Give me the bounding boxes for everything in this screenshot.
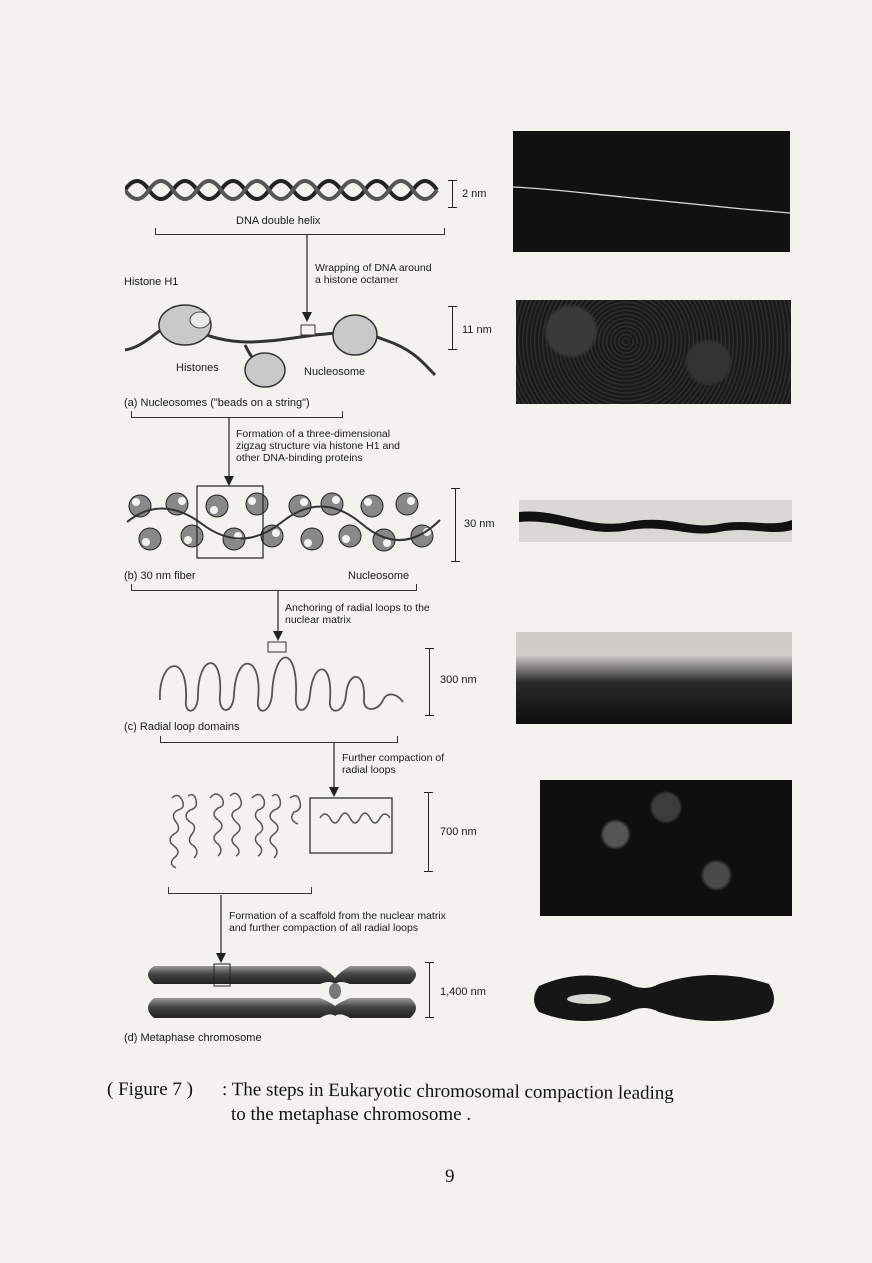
- caption-b: (b) 30 nm fiber: [124, 570, 196, 582]
- nucleosome-drawing: [125, 290, 440, 400]
- dna-helix-label: DNA double helix: [236, 215, 321, 227]
- step5-text-line1: Formation of a scaffold from the nuclear matrix: [229, 910, 446, 922]
- step2-text-line2: zigzag structure via histone H1 and: [236, 440, 401, 452]
- compact-brace: [168, 887, 312, 894]
- scale-bar-30nm: [455, 488, 456, 562]
- scale-bar-700nm: [428, 792, 429, 872]
- step1-text-line1: Wrapping of DNA around: [315, 262, 432, 274]
- fiber-drawing: [122, 484, 452, 564]
- micrograph-30nm-fiber: [519, 500, 792, 542]
- nucleosome-label-a: Nucleosome: [304, 366, 366, 378]
- micrograph-metaphase: [534, 966, 774, 1032]
- caption-d: (d) Metaphase chromosome: [124, 1032, 262, 1044]
- scale-label-30nm: 30 nm: [464, 518, 495, 530]
- caption-c: (c) Radial loop domains: [124, 721, 240, 733]
- metaphase-chromosome-drawing: [140, 960, 425, 1026]
- micrograph-dna: [513, 131, 790, 252]
- scale-label-11nm: 11 nm: [462, 324, 492, 336]
- figure-caption-line1: : The steps in Eukaryotic chromosomal compaction leading: [221, 1079, 674, 1104]
- scale-bar-1400nm: [429, 962, 430, 1018]
- scale-label-2nm: 2 nm: [462, 188, 487, 200]
- fiber-brace: [131, 584, 417, 591]
- histones-label: Histones: [176, 362, 219, 374]
- step3-text-line2: nuclear matrix: [285, 614, 351, 626]
- arrow-3: [271, 591, 285, 643]
- nucleosome-label-b: Nucleosome: [348, 570, 410, 582]
- scale-label-300nm: 300 nm: [440, 674, 477, 686]
- histone-h1-label: Histone H1: [124, 276, 179, 288]
- radial-loops-drawing: [158, 640, 408, 720]
- step4-text-line1: Further compaction of: [342, 752, 445, 764]
- step2-text-line3: other DNA-binding proteins: [236, 452, 363, 464]
- scale-bar-11nm: [452, 306, 453, 350]
- step4-text-line2: radial loops: [342, 764, 396, 776]
- scale-bar-300nm: [429, 648, 430, 716]
- arrow-5: [214, 895, 228, 965]
- micrograph-radial-loops: [516, 632, 792, 724]
- micrograph-nucleosomes: [516, 300, 791, 404]
- step2-text-line1: Formation of a three-dimensional: [236, 428, 391, 440]
- step5-text-line2: and further compaction of all radial loops: [229, 922, 419, 934]
- loops-brace: [160, 736, 398, 743]
- compacted-loops-drawing: [160, 788, 395, 878]
- figure-label: ( Figure 7 ): [107, 1079, 194, 1100]
- scale-label-700nm: 700 nm: [440, 826, 477, 838]
- scale-label-1400nm: 1,400 nm: [440, 986, 486, 998]
- step3-text-line1: Anchoring of radial loops to the: [285, 602, 430, 614]
- step1-text-line2: a histone octamer: [315, 274, 399, 286]
- dna-helix-drawing: [125, 170, 445, 210]
- arrow-2: [222, 418, 236, 488]
- figure-caption-line2: to the metaphase chromosome .: [231, 1104, 472, 1125]
- caption-a: (a) Nucleosomes ("beads on a string"): [124, 397, 310, 409]
- page-number: 9: [445, 1166, 455, 1187]
- micrograph-compaction: [540, 780, 792, 916]
- nucleosome-brace: [131, 411, 343, 418]
- scale-bar-2nm: [452, 180, 453, 208]
